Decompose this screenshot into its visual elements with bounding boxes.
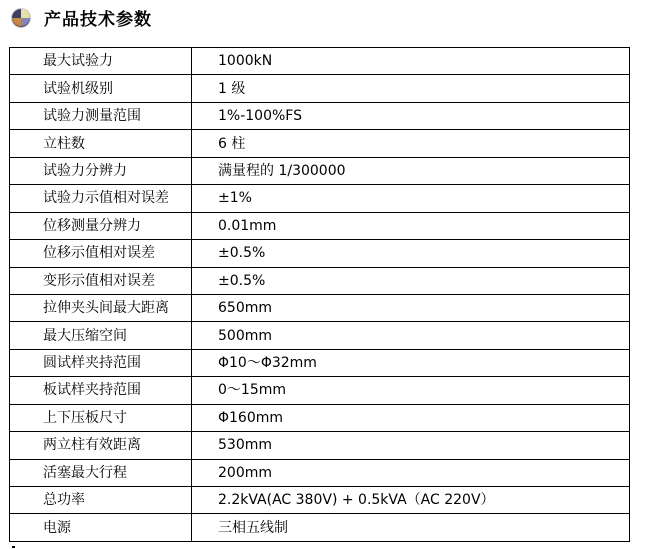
param-name-cell: 活塞最大行程	[10, 459, 192, 486]
table-row	[10, 514, 630, 542]
param-value-cell: 530mm	[192, 432, 630, 459]
param-name-cell: 试验力示值相对误差	[10, 185, 192, 212]
table-row	[10, 75, 630, 102]
param-value-cell: 三相五线制	[192, 514, 630, 542]
param-name-cell: 两立柱有效距离	[10, 432, 192, 459]
param-name-cell: 圆试样夹持范围	[10, 349, 192, 376]
sphere-quadrant-bullet-icon	[12, 9, 30, 27]
param-value-cell: ±0.5%	[192, 267, 630, 294]
table-row	[10, 48, 630, 75]
param-value-cell: Φ160mm	[192, 404, 630, 431]
table-row	[10, 377, 630, 404]
param-value-cell: 1000kN	[192, 48, 630, 75]
param-value-cell: ±0.5%	[192, 240, 630, 267]
table-row	[10, 349, 630, 376]
param-value-cell: 1%-100%FS	[192, 102, 630, 129]
table-row	[10, 404, 630, 431]
param-name-cell: 总功率	[10, 487, 192, 514]
table-row	[10, 267, 630, 294]
param-value-cell: ±1%	[192, 185, 630, 212]
technical-parameters-table	[9, 47, 630, 542]
param-value-cell: 0.01mm	[192, 212, 630, 239]
table-row	[10, 240, 630, 267]
table-row	[10, 130, 630, 157]
param-value-cell: 0～15mm	[192, 377, 630, 404]
table-row	[10, 102, 630, 129]
param-value-cell: 2.2kVA(AC 380V) + 0.5kVA（AC 220V）	[192, 487, 630, 514]
param-value-cell: 200mm	[192, 459, 630, 486]
param-name-cell: 板试样夹持范围	[10, 377, 192, 404]
table-row	[10, 185, 630, 212]
table-row	[10, 322, 630, 349]
param-value-cell: 500mm	[192, 322, 630, 349]
param-name-cell: 立柱数	[10, 130, 192, 157]
param-name-cell: 位移测量分辨力	[10, 212, 192, 239]
table-row	[10, 294, 630, 321]
param-value-cell: 1 级	[192, 75, 630, 102]
param-name-cell: 试验机级别	[10, 75, 192, 102]
param-value-cell: 6 柱	[192, 130, 630, 157]
param-name-cell: 电源	[10, 514, 192, 542]
table-row	[10, 459, 630, 486]
param-value-cell: 650mm	[192, 294, 630, 321]
page-header	[0, 0, 645, 40]
param-name-cell: 试验力分辨力	[10, 157, 192, 184]
page-title: 产品技术参数	[44, 10, 152, 30]
param-value-cell: 满量程的 1/300000	[192, 157, 630, 184]
table-row	[10, 212, 630, 239]
table-row	[10, 157, 630, 184]
param-name-cell: 试验力测量范围	[10, 102, 192, 129]
param-name-cell: 位移示值相对误差	[10, 240, 192, 267]
table-row	[10, 432, 630, 459]
table-row	[10, 487, 630, 514]
param-name-cell: 最大压缩空间	[10, 322, 192, 349]
param-name-cell: 最大试验力	[10, 48, 192, 75]
param-name-cell: 拉伸夹头间最大距离	[10, 294, 192, 321]
clipped-content-fragment	[12, 546, 15, 548]
param-name-cell: 上下压板尺寸	[10, 404, 192, 431]
param-name-cell: 变形示值相对误差	[10, 267, 192, 294]
param-value-cell: Φ10～Φ32mm	[192, 349, 630, 376]
